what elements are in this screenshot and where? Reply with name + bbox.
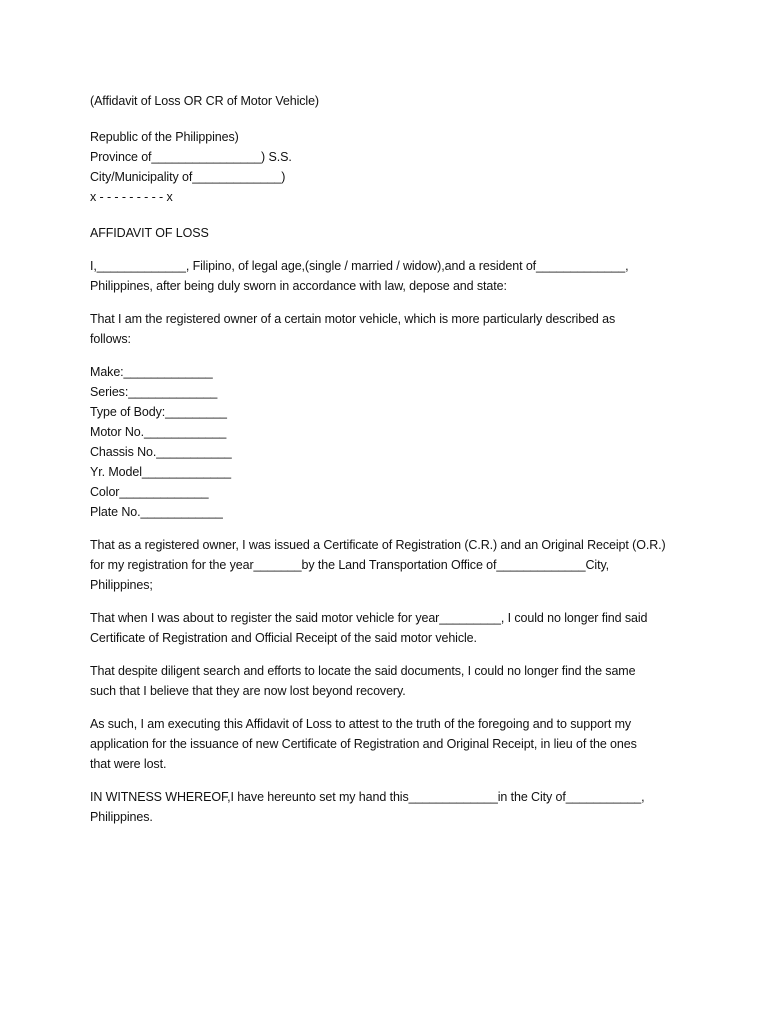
intro-line-1: I,_____________, Filipino, of legal age,(single / married / widow),and a resident of_____________, <box>90 259 629 273</box>
vehicle-field-color: Color_____________ <box>90 485 209 499</box>
spacer <box>90 648 690 661</box>
witness-line-1: IN WITNESS WHEREOF,I have hereunto set my hand this_____________in the City of___________, <box>90 790 645 804</box>
venue-city: City/Municipality of_____________) <box>90 170 286 184</box>
vehicle-field-plate-no: Plate No.____________ <box>90 505 223 519</box>
vehicle-field-chassis-no: Chassis No.___________ <box>90 445 232 459</box>
venue-block <box>90 127 690 207</box>
owner-statement-paragraph <box>90 309 690 349</box>
registration-line-3: Philippines; <box>90 578 153 592</box>
search-line-2: such that I believe that they are now lost beyond recovery. <box>90 684 406 698</box>
spacer <box>90 296 690 309</box>
purpose-line-3: that were lost. <box>90 757 167 771</box>
vehicle-field-motor-no: Motor No.____________ <box>90 425 227 439</box>
spacer <box>90 774 690 787</box>
venue-province: Province of________________) S.S. <box>90 150 292 164</box>
purpose-paragraph <box>90 714 690 774</box>
spacer <box>90 349 690 362</box>
spacer <box>90 522 690 535</box>
loss-line-2: Certificate of Registration and Official Receipt of the said motor vehicle. <box>90 631 477 645</box>
spacer <box>90 701 690 714</box>
registration-line-2: for my registration for the year_______by the Land Transportation Office of_____________City, <box>90 558 610 572</box>
venue-republic: Republic of the Philippines) <box>90 130 239 144</box>
vehicle-field-make: Make:_____________ <box>90 365 213 379</box>
affidavit-body <box>90 91 690 827</box>
registration-paragraph <box>90 535 690 595</box>
document-title: (Affidavit of Loss OR CR of Motor Vehicle) <box>90 94 319 108</box>
vehicle-fields-list <box>90 362 690 522</box>
search-paragraph <box>90 661 690 701</box>
loss-line-1: That when I was about to register the said motor vehicle for year_________, I could no longer find said <box>90 611 648 625</box>
witness-line-2: Philippines. <box>90 810 153 824</box>
spacer <box>90 243 690 256</box>
vehicle-field-year-model: Yr. Model_____________ <box>90 465 231 479</box>
affidavit-heading: AFFIDAVIT OF LOSS <box>90 226 209 240</box>
venue-separator: x - - - - - - - - - x <box>90 190 173 204</box>
search-line-1: That despite diligent search and efforts to locate the said documents, I could no longer find the same <box>90 664 636 678</box>
purpose-line-1: As such, I am executing this Affidavit of Loss to attest to the truth of the foregoing and to support my <box>90 717 632 731</box>
purpose-line-2: application for the issuance of new Certificate of Registration and Original Receipt, in lieu of the ones <box>90 737 637 751</box>
spacer <box>90 595 690 608</box>
owner-statement-line-2: follows: <box>90 332 131 346</box>
spacer <box>90 207 690 223</box>
loss-paragraph <box>90 608 690 648</box>
owner-statement-line-1: That I am the registered owner of a certain motor vehicle, which is more particularly described as <box>90 312 616 326</box>
intro-line-2: Philippines, after being duly sworn in accordance with law, depose and state: <box>90 279 507 293</box>
vehicle-field-series: Series:_____________ <box>90 385 218 399</box>
witness-paragraph <box>90 787 690 827</box>
intro-paragraph <box>90 256 690 296</box>
registration-line-1: That as a registered owner, I was issued a Certificate of Registration (C.R.) and an Original Receipt (O.R.) <box>90 538 666 552</box>
spacer <box>90 111 690 127</box>
vehicle-field-body-type: Type of Body:_________ <box>90 405 227 419</box>
